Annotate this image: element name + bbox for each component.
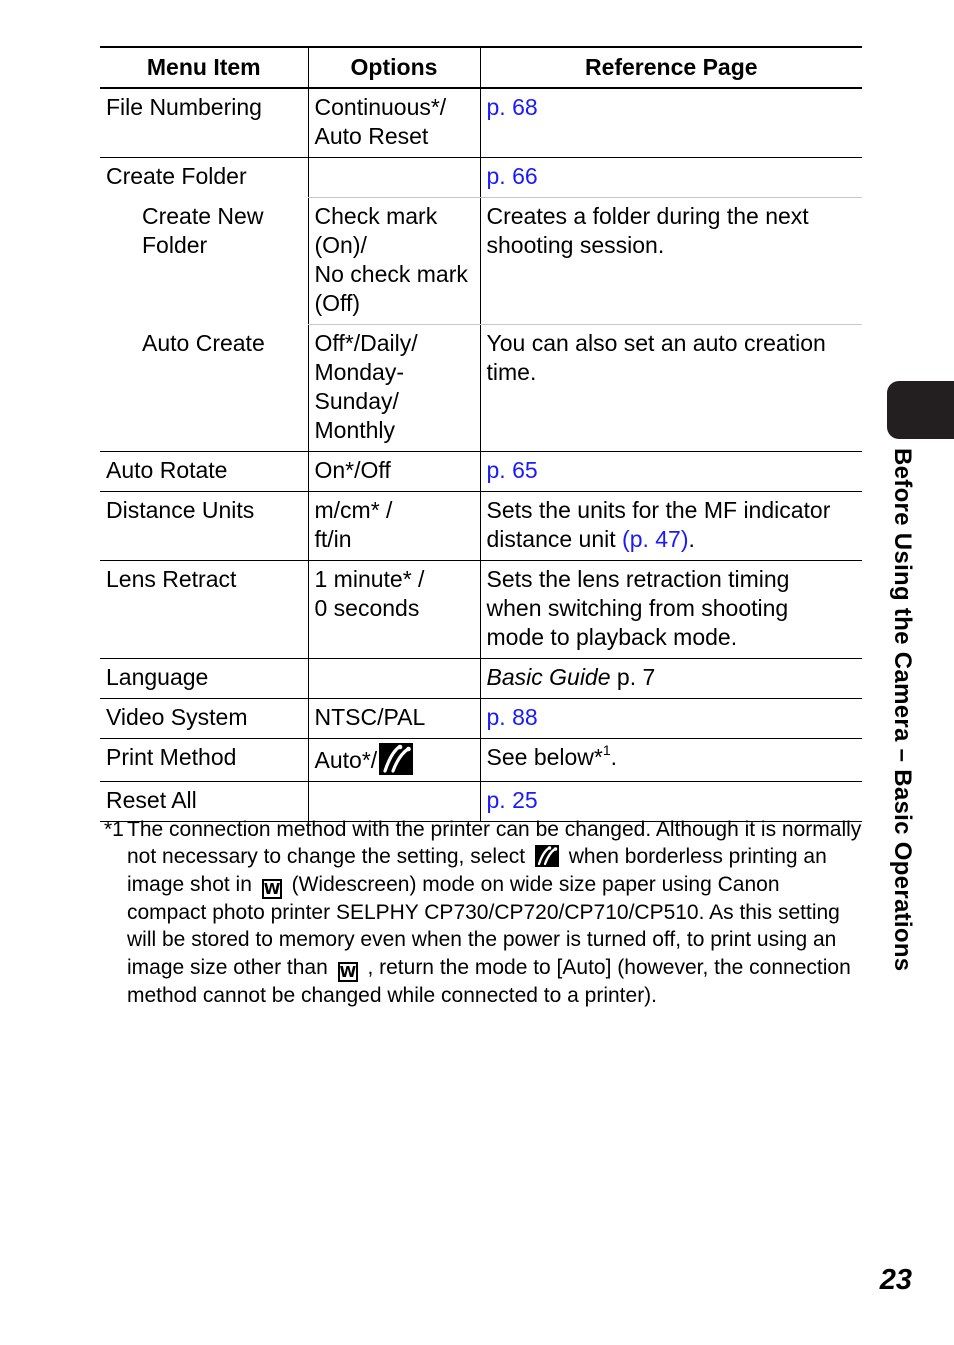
cell-ref: Basic Guide p. 7 [480,659,862,699]
cell-options: 1 minute* / 0 seconds [308,561,480,659]
table-row [100,561,862,659]
table-row [100,699,862,739]
header-options: Options [308,47,480,88]
cell-item: Language [100,659,308,699]
cell-options: Check mark (On)/ No check mark (Off) [308,198,480,325]
table-row [100,659,862,699]
footnote [104,816,864,1009]
page-number: 23 [879,1264,912,1296]
table-row [100,158,862,198]
cell-options: NTSC/PAL [308,699,480,739]
header-menu-item: Menu Item [100,47,308,88]
cell-ref [480,88,862,158]
cell-ref: You can also set an auto creation time. [480,325,862,452]
cell-item: Auto Create [100,325,308,452]
table-row [100,492,862,561]
widescreen-icon: W [263,879,281,898]
page-link[interactable]: p. 65 [486,457,538,483]
chapter-label: Before Using the Camera – Basic Operations [889,448,916,972]
cell-ref: Sets the lens retraction timing when switching from shooting mode to playback mode. [480,561,862,659]
menu-settings-table [100,46,862,822]
footnote-marker: *1 [104,818,124,841]
cell-options: Auto*/ [308,739,480,782]
page-link[interactable]: p. 25 [486,787,538,813]
page-link[interactable]: (p. 47) [622,526,689,552]
table-row [100,88,862,158]
cell-item: Auto Rotate [100,452,308,492]
cell-options: Off*/Daily/ Monday- Sunday/ Monthly [308,325,480,452]
table-row [100,198,862,325]
table-row [100,325,862,452]
page-link[interactable]: p. 88 [486,704,538,730]
cell-options: On*/Off [308,452,480,492]
cell-item: Lens Retract [100,561,308,659]
page-link[interactable]: p. 68 [486,94,538,120]
table-row [100,452,862,492]
cell-ref: Sets the units for the MF indicator distance unit (p. 47). [480,492,862,561]
cell-item: File Numbering [100,88,308,158]
cell-item: Distance Units [100,492,308,561]
cell-item: Create New Folder [142,202,264,258]
cell-item: Create Folder [106,163,247,189]
cell-ref [480,452,862,492]
cell-options [308,659,480,699]
header-reference-page: Reference Page [480,47,862,88]
widescreen-icon: W [339,962,357,981]
cell-ref: Creates a folder during the next shooting session. [480,198,862,325]
cell-options: Continuous*/ Auto Reset [308,88,480,158]
table-header-row [100,47,862,88]
cell-ref [480,158,862,198]
cell-ref [480,699,862,739]
table-row [100,739,862,782]
footnote-text: The connection method with the printer can be changed. Although it is normally not necessary to change the setting, select when borderless printing an image shot in W (Widescreen) mode on wide size paper using Canon compact photo printer SELPHY CP730/CP720/CP710/CP510. As this setting will be stored to memory even when the power is turned off, to print using an image size other than W , return the mode to [Auto] (however, the connection method cannot be changed while connected to a printer). [127,818,862,1007]
chapter-tab [887,381,954,439]
cell-item: Reset All [100,782,308,822]
cell-item: Video System [100,699,308,739]
direct-print-icon [535,845,559,867]
cell-options: m/cm* / ft/in [308,492,480,561]
direct-print-icon [379,743,413,775]
cell-item: Print Method [100,739,308,782]
cell-options [308,158,480,198]
cell-ref: See below*$^1$. [480,739,862,782]
page-link[interactable]: p. 66 [486,163,538,189]
